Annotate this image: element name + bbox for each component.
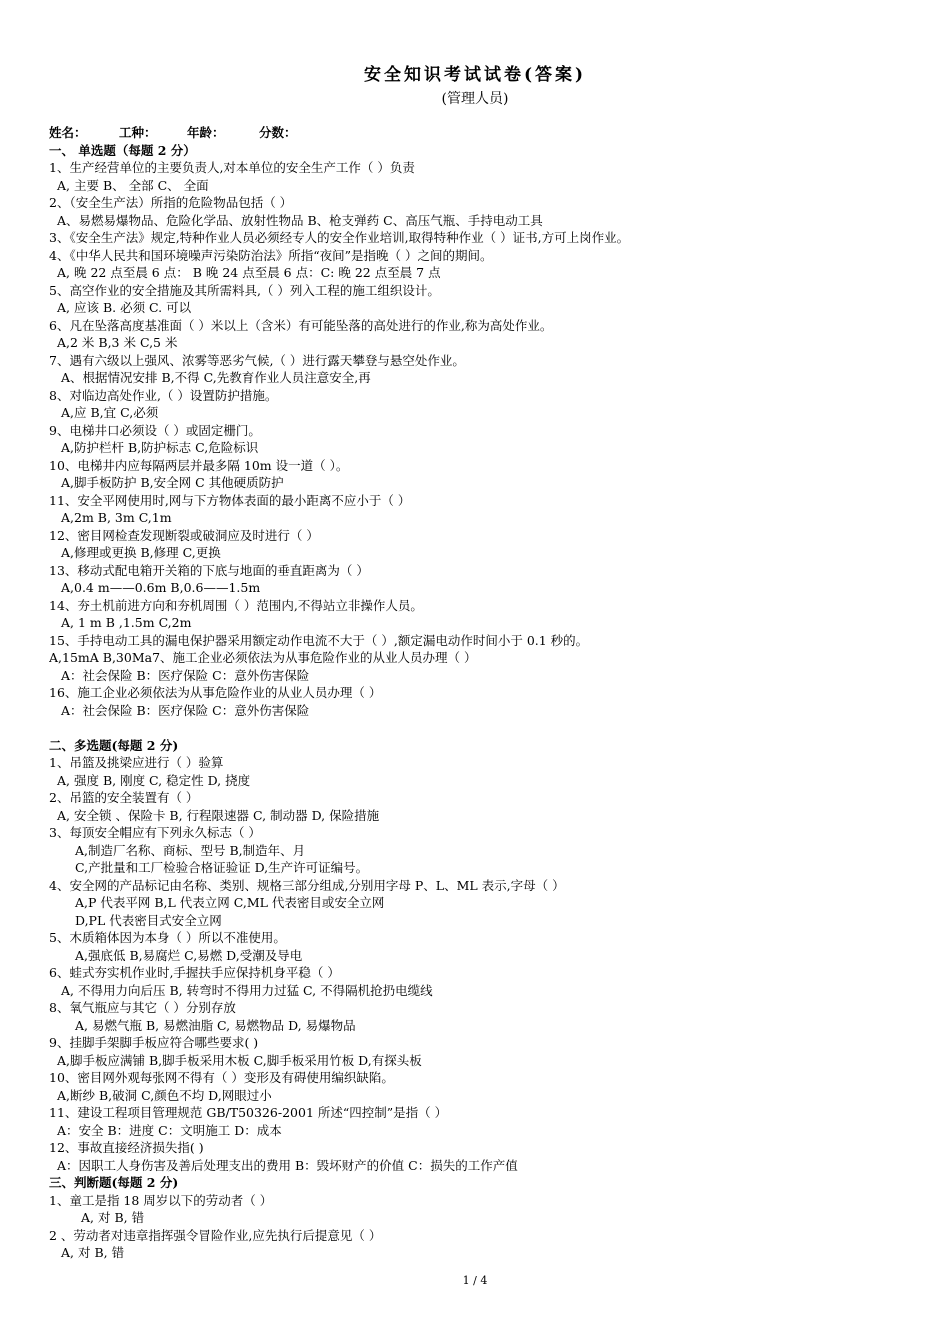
question-options: A,防护栏杆 B,防护标志 C,危险标识: [61, 440, 259, 455]
question-options: D,PL 代表密目式安全立网: [75, 912, 222, 928]
page-number: 1 / 4: [462, 1274, 488, 1287]
question-text: 1、吊篮及挑梁应进行（ ）验算: [49, 755, 224, 770]
section-heading: 二、多选题(每题 2 分): [49, 737, 179, 753]
question-text: 8、对临边高处作业,（ ）设置防护措施。: [49, 387, 278, 403]
question-text: 11、建设工程项目管理规范 GB/T50326-2001 所述“四控制”是指（ ）: [49, 1105, 448, 1120]
question-options: A：社会保险 B：医疗保险 C：意外伤害保险: [61, 702, 310, 718]
question-text: 7、遇有六级以上强风、浓雾等恶劣气候,（ ）进行露天攀登与悬空处作业。: [49, 352, 465, 368]
section-heading: 一、 单选题（每题 2 分）: [49, 142, 196, 158]
candidate-info-row: [49, 124, 929, 142]
question-options: A,15mA B,30Ma7、施工企业必须依法为从事危险作业的从业人员办理（ ）: [49, 650, 477, 665]
question-text: 14、夯土机前进方向和夯机周围（ ）范围内,不得站立非操作人员。: [49, 597, 423, 613]
question-text: 6、凡在坠落高度基准面（ ）米以上（含米）有可能坠落的高处进行的作业,称为高处作业。: [49, 317, 553, 333]
question-options: A, 不得用力向后压 B, 转弯时不得用力过猛 C, 不得隔机抢扔电缆线: [61, 982, 433, 998]
question-text: 9、挂脚手架脚手板应符合哪些要求( ): [49, 1035, 259, 1050]
age-field-label: 年龄：: [187, 125, 225, 140]
question-text: 8、氧气瓶应与其它（ ）分别存放: [49, 1000, 236, 1015]
question-options: A, 安全锁 、保险卡 B, 行程限速器 C, 制动器 D, 保险措施: [57, 807, 380, 823]
question-options: A,0.4 m——0.6m B,0.6——1.5m: [61, 580, 261, 595]
question-options: A,制造厂名称、商标、型号 B,制造年、月: [75, 842, 306, 858]
question-text: 10、密目网外观每张网不得有（ ）变形及有碍使用编织缺陷。: [49, 1070, 394, 1085]
question-text: 11、安全平网使用时,网与下方物体表面的最小距离不应小于（ ）: [49, 492, 411, 508]
question-text: 1、生产经营单位的主要负责人,对本单位的安全生产工作（ ）负责: [49, 160, 415, 175]
score-field-label: 分数：: [259, 125, 297, 140]
question-options: A, 1 m B ,1.5m C,2m: [61, 615, 192, 630]
question-text: 1、童工是指 18 周岁以下的劳动者（ ）: [49, 1192, 273, 1208]
blank-line: [49, 719, 929, 737]
question-text: 5、高空作业的安全措施及其所需料具,（ ）列入工程的施工组织设计。: [49, 282, 440, 298]
question-options: A,P 代表平网 B,L 代表立网 C,ML 代表密目或安全立网: [75, 895, 385, 910]
question-text: 2、（安全生产法）所指的危险物品包括（ ）: [49, 195, 293, 210]
question-text: 6、蛙式夯实机作业时,手握扶手应保持机身平稳（ ）: [49, 965, 340, 980]
exam-subtitle: (管理人员): [441, 91, 509, 107]
question-options: A, 强度 B, 刚度 C, 稳定性 D, 挠度: [57, 772, 251, 788]
question-options: A, 主要 B、 全部 C、 全面: [57, 177, 209, 193]
question-options: A,2m B, 3m C,1m: [61, 510, 172, 525]
question-text: 13、移动式配电箱开关箱的下底与地面的垂直距离为（ ）: [49, 562, 369, 578]
question-options: A,修理或更换 B,修理 C,更换: [61, 545, 221, 560]
name-field-label: 姓名：: [49, 125, 87, 140]
question-options: A, 易燃气瓶 B, 易燃油脂 C, 易燃物品 D, 易爆物品: [75, 1017, 356, 1033]
question-text: 2 、劳动者对违章指挥强令冒险作业,应先执行后提意见（ ）: [49, 1227, 382, 1243]
question-options: A,应 B,宜 C,必须: [61, 405, 159, 420]
exam-title: 安全知识考试试卷(答案): [363, 65, 587, 85]
question-options: A,强底低 B,易腐烂 C,易燃 D,受潮及导电: [75, 947, 303, 963]
question-text: 9、电梯井口必须设（ ）或固定栅门。: [49, 422, 261, 438]
question-options: A, 晚 22 点至晨 6 点： B 晚 24 点至晨 6 点：C: 晚 22 点至晨 7 点: [57, 265, 441, 280]
question-options: A,脚手板应满铺 B,脚手板采用木板 C,脚手板采用竹板 D,有探头板: [57, 1052, 422, 1068]
question-options: A：因职工人身伤害及善后处理支出的费用 B：毁坏财产的价值 C：损失的工作产值: [57, 1157, 518, 1173]
question-text: 15、手持电动工具的漏电保护器采用额定动作电流不大于（ ）,额定漏电动作时间小于 0.1 秒的。: [49, 632, 589, 648]
question-text: 3、每顶安全帽应有下列永久标志（ ）: [49, 825, 261, 840]
question-text: 5、木质箱体因为本身（ ）所以不准使用。: [49, 930, 286, 945]
question-text: 12、事故直接经济损失指( ): [49, 1140, 204, 1155]
question-options: A、易燃易爆物品、危险化学品、放射性物品 B、枪支弹药 C、高压气瓶、手持电动工具: [57, 212, 543, 228]
question-options: A,断纱 B,破洞 C,颜色不均 D,网眼过小: [57, 1087, 272, 1103]
question-options: A：安全 B：进度 C：文明施工 D：成本: [57, 1122, 282, 1138]
question-options: A,脚手板防护 B,安全网 C 其他硬质防护: [61, 475, 284, 490]
exam-body: [49, 124, 929, 1262]
question-options: C,产批量和工厂检验合格证验证 D,生产许可证编号。: [75, 860, 369, 875]
question-options: A,2 米 B,3 米 C,5 米: [57, 335, 178, 350]
question-text: 10、电梯井内应每隔两层并最多隔 10m 设一道（ ）。: [49, 457, 349, 473]
question-text: 2、吊篮的安全装置有（ ）: [49, 790, 199, 805]
job-field-label: 工种：: [119, 125, 157, 140]
question-text: 4、安全网的产品标记由名称、类别、规格三部分组成,分别用字母 P、L、ML 表示,字母（ ）: [49, 877, 565, 893]
question-options: A、根据情况安排 B,不得 C,先教育作业人员注意安全,再: [61, 370, 371, 385]
section-heading: 三、判断题(每题 2 分): [49, 1175, 179, 1190]
question-text: 3、《安全生产法》规定,特种作业人员必须经专人的安全作业培训,取得特种作业（ ）证书,方可上岗作业。: [49, 230, 630, 245]
question-options: A, 对 B, 错: [81, 1210, 145, 1225]
question-options: A：社会保险 B：医疗保险 C：意外伤害保险: [61, 667, 310, 683]
question-options: A, 对 B, 错: [61, 1245, 125, 1260]
question-options: A, 应该 B. 必须 C. 可以: [57, 300, 192, 315]
question-text: 4、《中华人民共和国环境噪声污染防治法》所指“夜间”是指晚（ ）之间的期间。: [49, 247, 493, 263]
question-text: 16、施工企业必须依法为从事危险作业的从业人员办理（ ）: [49, 685, 382, 700]
question-text: 12、密目网检查发现断裂或破洞应及时进行（ ）: [49, 527, 319, 543]
